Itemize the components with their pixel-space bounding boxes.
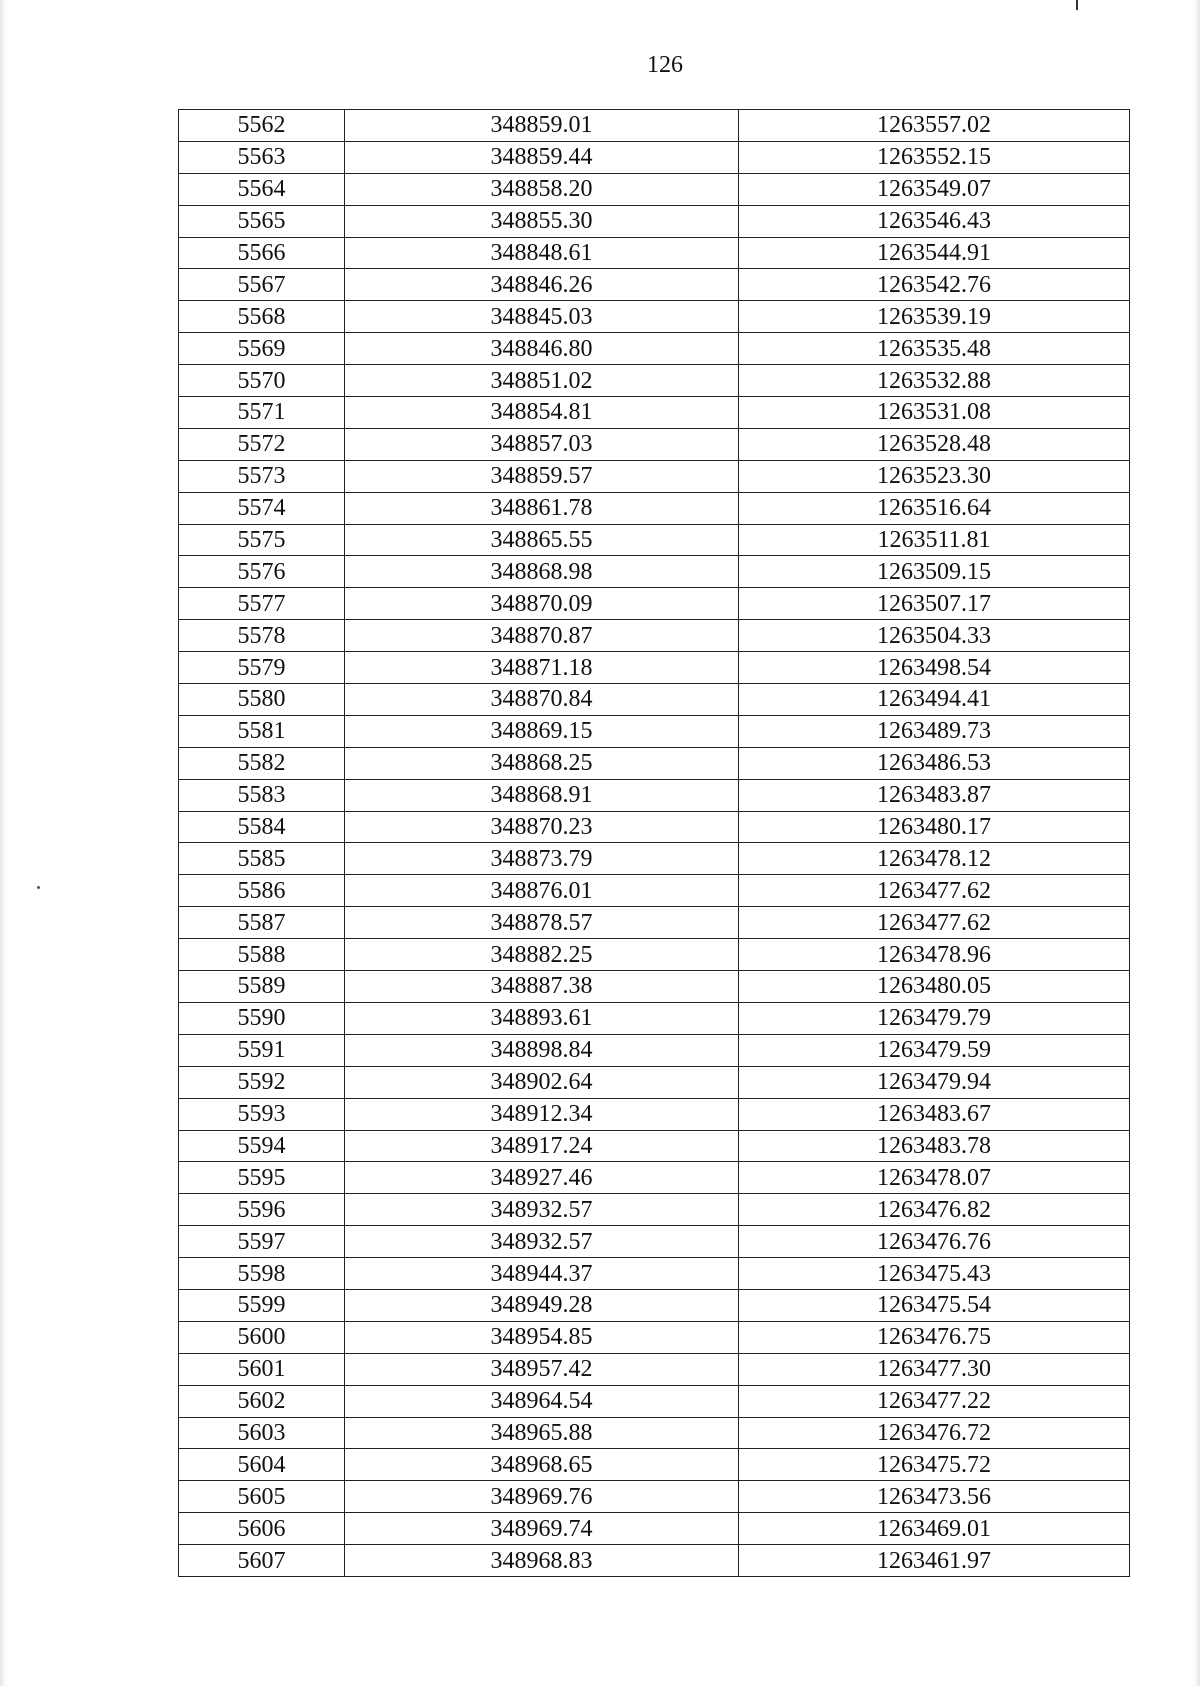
x-coordinate-cell: 348887.38	[345, 971, 739, 1003]
table-row	[179, 1258, 1130, 1290]
x-coordinate-cell: 348893.61	[345, 1002, 739, 1034]
x-coordinate-cell: 348870.87	[345, 620, 739, 652]
x-coordinate-cell: 348957.42	[345, 1353, 739, 1385]
point-id-cell: 5565	[179, 205, 345, 237]
x-coordinate-cell: 348870.09	[345, 588, 739, 620]
table-row	[179, 1545, 1130, 1577]
point-id-cell: 5606	[179, 1513, 345, 1545]
y-coordinate-cell: 1263475.54	[739, 1289, 1130, 1321]
y-coordinate-cell: 1263486.53	[739, 747, 1130, 779]
point-id-cell: 5602	[179, 1385, 345, 1417]
x-coordinate-cell: 348868.25	[345, 747, 739, 779]
point-id-cell: 5587	[179, 907, 345, 939]
y-coordinate-cell: 1263478.96	[739, 939, 1130, 971]
y-coordinate-cell: 1263477.62	[739, 875, 1130, 907]
point-id-cell: 5568	[179, 301, 345, 333]
point-id-cell: 5566	[179, 237, 345, 269]
table-row	[179, 492, 1130, 524]
point-id-cell: 5581	[179, 715, 345, 747]
y-coordinate-cell: 1263477.62	[739, 907, 1130, 939]
point-id-cell: 5586	[179, 875, 345, 907]
table-row	[179, 1034, 1130, 1066]
table-row	[179, 1417, 1130, 1449]
y-coordinate-cell: 1263476.76	[739, 1226, 1130, 1258]
y-coordinate-cell: 1263504.33	[739, 620, 1130, 652]
y-coordinate-cell: 1263479.79	[739, 1002, 1130, 1034]
x-coordinate-cell: 348859.01	[345, 110, 739, 142]
table-row	[179, 365, 1130, 397]
point-id-cell: 5585	[179, 843, 345, 875]
table-row	[179, 588, 1130, 620]
point-id-cell: 5563	[179, 141, 345, 173]
x-coordinate-cell: 348968.65	[345, 1449, 739, 1481]
y-coordinate-cell: 1263509.15	[739, 556, 1130, 588]
x-coordinate-cell: 348965.88	[345, 1417, 739, 1449]
table-row	[179, 1353, 1130, 1385]
point-id-cell: 5582	[179, 747, 345, 779]
point-id-cell: 5605	[179, 1481, 345, 1513]
x-coordinate-cell: 348932.57	[345, 1194, 739, 1226]
y-coordinate-cell: 1263483.78	[739, 1130, 1130, 1162]
point-id-cell: 5583	[179, 779, 345, 811]
x-coordinate-cell: 348898.84	[345, 1034, 739, 1066]
y-coordinate-cell: 1263483.67	[739, 1098, 1130, 1130]
point-id-cell: 5591	[179, 1034, 345, 1066]
y-coordinate-cell: 1263461.97	[739, 1545, 1130, 1577]
x-coordinate-cell: 348917.24	[345, 1130, 739, 1162]
y-coordinate-cell: 1263476.82	[739, 1194, 1130, 1226]
page-number: 126	[647, 52, 683, 78]
x-coordinate-cell: 348968.83	[345, 1545, 739, 1577]
table-row	[179, 1481, 1130, 1513]
y-coordinate-cell: 1263480.05	[739, 971, 1130, 1003]
x-coordinate-cell: 348954.85	[345, 1321, 739, 1353]
table-row	[179, 397, 1130, 429]
x-coordinate-cell: 348861.78	[345, 492, 739, 524]
y-coordinate-cell: 1263528.48	[739, 428, 1130, 460]
y-coordinate-cell: 1263480.17	[739, 811, 1130, 843]
point-id-cell: 5572	[179, 428, 345, 460]
table-row	[179, 843, 1130, 875]
x-coordinate-cell: 348868.98	[345, 556, 739, 588]
y-coordinate-cell: 1263544.91	[739, 237, 1130, 269]
point-id-cell: 5569	[179, 333, 345, 365]
table-row	[179, 1289, 1130, 1321]
x-coordinate-cell: 348969.74	[345, 1513, 739, 1545]
y-coordinate-cell: 1263473.56	[739, 1481, 1130, 1513]
table-row	[179, 1321, 1130, 1353]
table-row	[179, 875, 1130, 907]
table-row	[179, 524, 1130, 556]
x-coordinate-cell: 348859.57	[345, 460, 739, 492]
x-coordinate-cell: 348876.01	[345, 875, 739, 907]
point-id-cell: 5593	[179, 1098, 345, 1130]
table-row	[179, 237, 1130, 269]
table-row	[179, 301, 1130, 333]
table-row	[179, 173, 1130, 205]
table-row	[179, 141, 1130, 173]
table-row	[179, 971, 1130, 1003]
point-id-cell: 5578	[179, 620, 345, 652]
table-row	[179, 1098, 1130, 1130]
table-row	[179, 747, 1130, 779]
y-coordinate-cell: 1263532.88	[739, 365, 1130, 397]
point-id-cell: 5604	[179, 1449, 345, 1481]
y-coordinate-cell: 1263469.01	[739, 1513, 1130, 1545]
point-id-cell: 5584	[179, 811, 345, 843]
table-row	[179, 333, 1130, 365]
table-row	[179, 269, 1130, 301]
x-coordinate-cell: 348944.37	[345, 1258, 739, 1290]
x-coordinate-cell: 348878.57	[345, 907, 739, 939]
x-coordinate-cell: 348873.79	[345, 843, 739, 875]
point-id-cell: 5598	[179, 1258, 345, 1290]
y-coordinate-cell: 1263511.81	[739, 524, 1130, 556]
y-coordinate-cell: 1263546.43	[739, 205, 1130, 237]
table-row	[179, 715, 1130, 747]
point-id-cell: 5603	[179, 1417, 345, 1449]
point-id-cell: 5577	[179, 588, 345, 620]
x-coordinate-cell: 348912.34	[345, 1098, 739, 1130]
table-row	[179, 779, 1130, 811]
x-coordinate-cell: 348857.03	[345, 428, 739, 460]
y-coordinate-cell: 1263523.30	[739, 460, 1130, 492]
point-id-cell: 5574	[179, 492, 345, 524]
coordinates-table-body	[179, 110, 1130, 1577]
x-coordinate-cell: 348868.91	[345, 779, 739, 811]
scan-edge-right	[1194, 0, 1200, 1686]
table-row	[179, 110, 1130, 142]
x-coordinate-cell: 348964.54	[345, 1385, 739, 1417]
point-id-cell: 5567	[179, 269, 345, 301]
point-id-cell: 5594	[179, 1130, 345, 1162]
point-id-cell: 5575	[179, 524, 345, 556]
x-coordinate-cell: 348859.44	[345, 141, 739, 173]
point-id-cell: 5607	[179, 1545, 345, 1577]
y-coordinate-cell: 1263479.59	[739, 1034, 1130, 1066]
x-coordinate-cell: 348882.25	[345, 939, 739, 971]
y-coordinate-cell: 1263535.48	[739, 333, 1130, 365]
x-coordinate-cell: 348969.76	[345, 1481, 739, 1513]
y-coordinate-cell: 1263475.43	[739, 1258, 1130, 1290]
table-row	[179, 1194, 1130, 1226]
x-coordinate-cell: 348869.15	[345, 715, 739, 747]
point-id-cell: 5592	[179, 1066, 345, 1098]
table-row	[179, 1002, 1130, 1034]
table-row	[179, 811, 1130, 843]
table-row	[179, 1130, 1130, 1162]
y-coordinate-cell: 1263516.64	[739, 492, 1130, 524]
y-coordinate-cell: 1263542.76	[739, 269, 1130, 301]
table-row	[179, 1513, 1130, 1545]
point-id-cell: 5564	[179, 173, 345, 205]
y-coordinate-cell: 1263557.02	[739, 110, 1130, 142]
table-row	[179, 684, 1130, 716]
point-id-cell: 5597	[179, 1226, 345, 1258]
x-coordinate-cell: 348851.02	[345, 365, 739, 397]
y-coordinate-cell: 1263478.12	[739, 843, 1130, 875]
point-id-cell: 5579	[179, 652, 345, 684]
table-row	[179, 1162, 1130, 1194]
y-coordinate-cell: 1263477.22	[739, 1385, 1130, 1417]
y-coordinate-cell: 1263531.08	[739, 397, 1130, 429]
y-coordinate-cell: 1263549.07	[739, 173, 1130, 205]
x-coordinate-cell: 348846.26	[345, 269, 739, 301]
table-row	[179, 652, 1130, 684]
x-coordinate-cell: 348870.84	[345, 684, 739, 716]
y-coordinate-cell: 1263507.17	[739, 588, 1130, 620]
table-row	[179, 907, 1130, 939]
point-id-cell: 5562	[179, 110, 345, 142]
x-coordinate-cell: 348865.55	[345, 524, 739, 556]
y-coordinate-cell: 1263494.41	[739, 684, 1130, 716]
table-row	[179, 939, 1130, 971]
coordinates-table	[178, 109, 1130, 1577]
point-id-cell: 5601	[179, 1353, 345, 1385]
table-row	[179, 1385, 1130, 1417]
x-coordinate-cell: 348845.03	[345, 301, 739, 333]
x-coordinate-cell: 348846.80	[345, 333, 739, 365]
table-row	[179, 428, 1130, 460]
point-id-cell: 5573	[179, 460, 345, 492]
corner-mark	[1076, 0, 1078, 10]
scan-edge-left	[0, 0, 6, 1686]
x-coordinate-cell: 348932.57	[345, 1226, 739, 1258]
y-coordinate-cell: 1263539.19	[739, 301, 1130, 333]
point-id-cell: 5595	[179, 1162, 345, 1194]
point-id-cell: 5576	[179, 556, 345, 588]
point-id-cell: 5570	[179, 365, 345, 397]
y-coordinate-cell: 1263483.87	[739, 779, 1130, 811]
y-coordinate-cell: 1263489.73	[739, 715, 1130, 747]
y-coordinate-cell: 1263479.94	[739, 1066, 1130, 1098]
x-coordinate-cell: 348855.30	[345, 205, 739, 237]
x-coordinate-cell: 348848.61	[345, 237, 739, 269]
y-coordinate-cell: 1263475.72	[739, 1449, 1130, 1481]
point-id-cell: 5600	[179, 1321, 345, 1353]
x-coordinate-cell: 348858.20	[345, 173, 739, 205]
table-row	[179, 1449, 1130, 1481]
point-id-cell: 5596	[179, 1194, 345, 1226]
x-coordinate-cell: 348871.18	[345, 652, 739, 684]
y-coordinate-cell: 1263498.54	[739, 652, 1130, 684]
table-row	[179, 1226, 1130, 1258]
point-id-cell: 5590	[179, 1002, 345, 1034]
x-coordinate-cell: 348949.28	[345, 1289, 739, 1321]
y-coordinate-cell: 1263478.07	[739, 1162, 1130, 1194]
x-coordinate-cell: 348870.23	[345, 811, 739, 843]
y-coordinate-cell: 1263476.75	[739, 1321, 1130, 1353]
point-id-cell: 5571	[179, 397, 345, 429]
y-coordinate-cell: 1263477.30	[739, 1353, 1130, 1385]
table-row	[179, 460, 1130, 492]
x-coordinate-cell: 348902.64	[345, 1066, 739, 1098]
x-coordinate-cell: 348854.81	[345, 397, 739, 429]
table-row	[179, 556, 1130, 588]
table-row	[179, 620, 1130, 652]
point-id-cell: 5588	[179, 939, 345, 971]
scan-speck	[37, 886, 40, 889]
point-id-cell: 5580	[179, 684, 345, 716]
table-row	[179, 1066, 1130, 1098]
point-id-cell: 5589	[179, 971, 345, 1003]
point-id-cell: 5599	[179, 1289, 345, 1321]
table-row	[179, 205, 1130, 237]
y-coordinate-cell: 1263552.15	[739, 141, 1130, 173]
x-coordinate-cell: 348927.46	[345, 1162, 739, 1194]
y-coordinate-cell: 1263476.72	[739, 1417, 1130, 1449]
